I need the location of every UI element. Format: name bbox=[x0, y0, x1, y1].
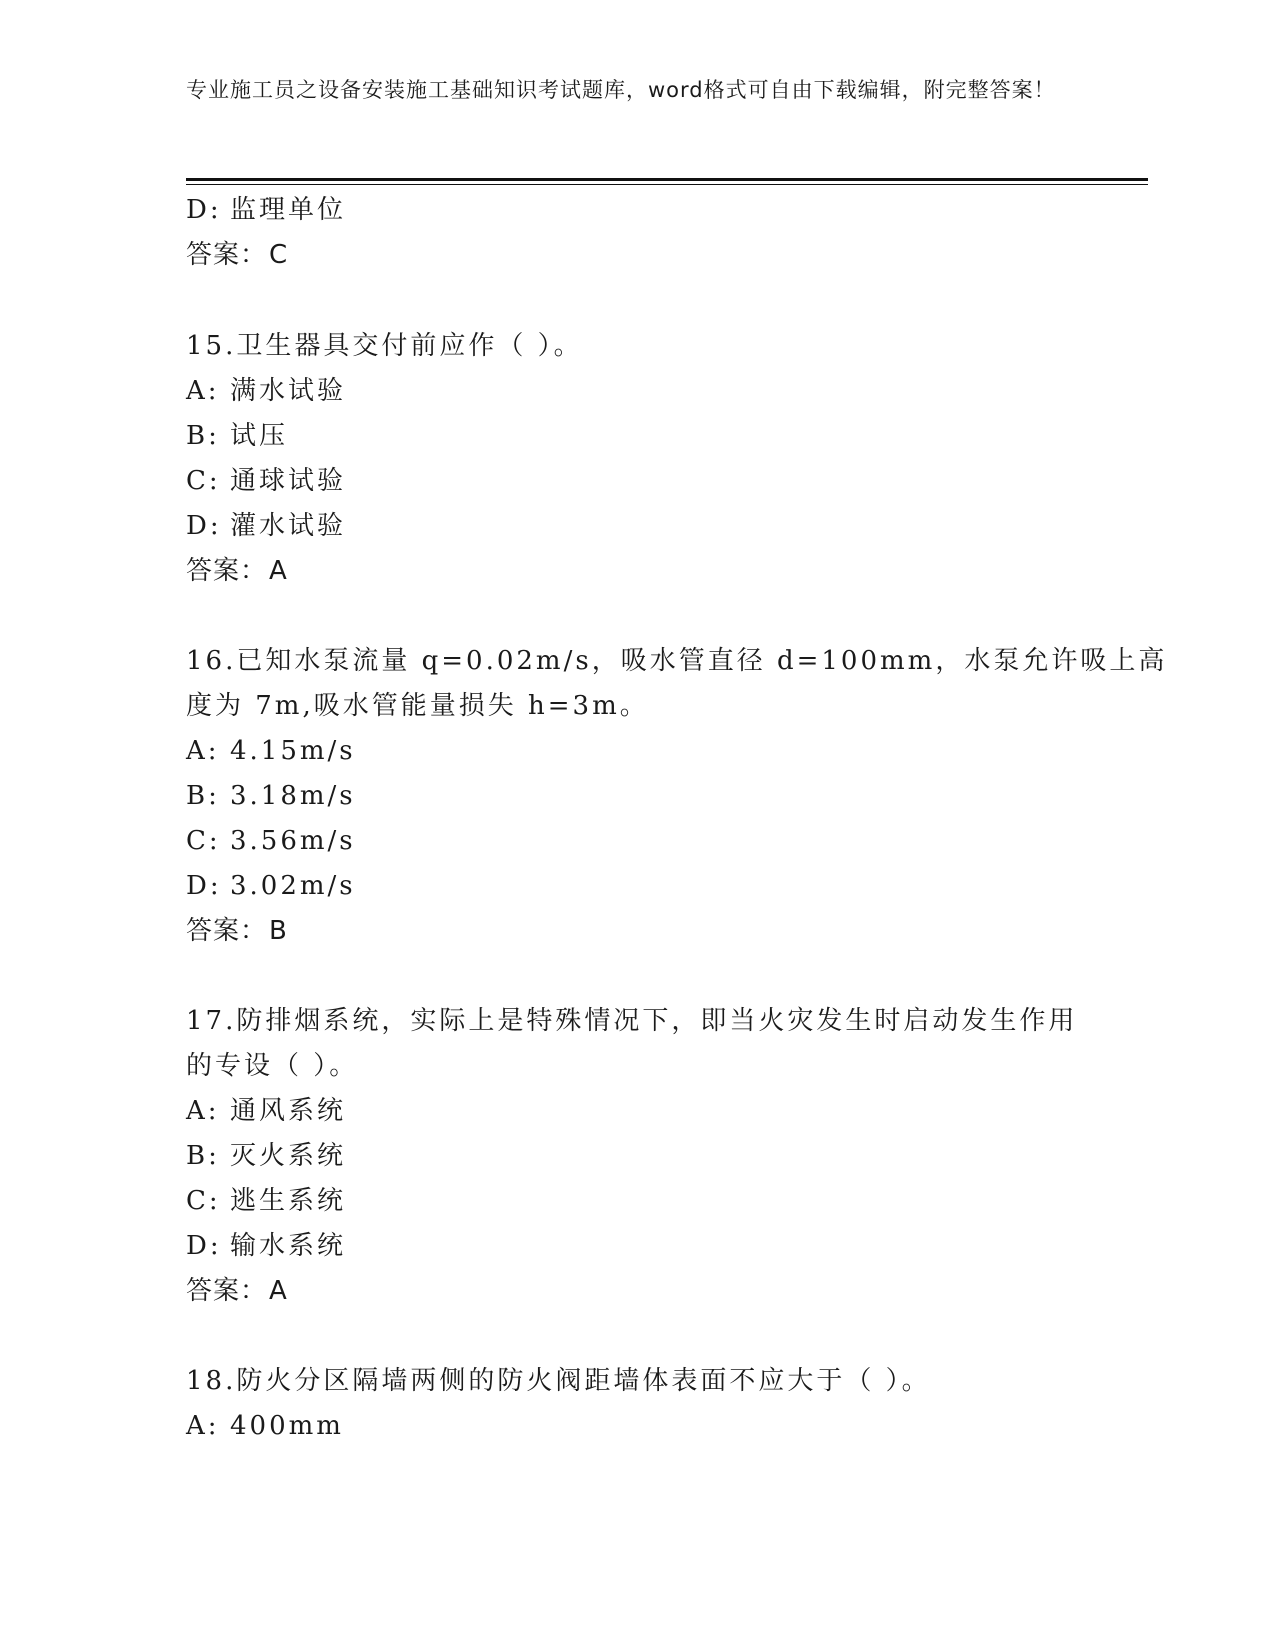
answer-label: 答案： bbox=[186, 556, 268, 586]
option-letter: C: bbox=[186, 466, 221, 496]
answer-value: C bbox=[269, 240, 289, 270]
option-text: 3.02m/s bbox=[230, 871, 356, 901]
option-letter: A: bbox=[186, 376, 220, 406]
q16-stem-line-2: 度为 7m,吸水管能量损失 h=3m。 bbox=[186, 691, 649, 721]
option-text: 逃生系统 bbox=[230, 1186, 347, 1216]
answer-label: 答案： bbox=[186, 916, 268, 946]
option-text: 400mm bbox=[230, 1411, 344, 1441]
option-letter: D: bbox=[186, 511, 222, 541]
option-letter: D: bbox=[186, 195, 222, 225]
prev-answer bbox=[186, 239, 288, 271]
q18-stem-line-1: 18.防火分区隔墙两侧的防火阀距墙体表面不应大于（ ）。 bbox=[186, 1366, 931, 1396]
option-text: 3.56m/s bbox=[230, 826, 356, 856]
q15-stem-line-1: 15.卫生器具交付前应作（ ）。 bbox=[186, 331, 583, 361]
q15-option-c bbox=[186, 465, 346, 497]
q17-option-c bbox=[186, 1185, 346, 1217]
q17-stem-line-2: 的专设（ ）。 bbox=[186, 1051, 359, 1081]
answer-label: 答案： bbox=[186, 240, 268, 270]
answer-value: A bbox=[269, 556, 288, 586]
q15-option-a bbox=[186, 375, 346, 407]
q16-option-a bbox=[186, 735, 356, 767]
header-divider-thin bbox=[186, 184, 1148, 185]
option-letter: D: bbox=[186, 1231, 222, 1261]
header-divider-thick bbox=[186, 178, 1148, 181]
option-letter: D: bbox=[186, 871, 222, 901]
option-letter: C: bbox=[186, 1186, 221, 1216]
q15-option-d bbox=[186, 510, 346, 542]
q16-option-c bbox=[186, 825, 356, 857]
prev-option-d bbox=[186, 194, 346, 226]
option-text: 3.18m/s bbox=[230, 781, 356, 811]
answer-value: A bbox=[269, 1276, 288, 1306]
q16-option-b bbox=[186, 780, 356, 812]
option-letter: A: bbox=[186, 736, 220, 766]
q16-option-d bbox=[186, 870, 356, 902]
option-text: 灌水试验 bbox=[230, 511, 347, 541]
q17-option-a bbox=[186, 1095, 346, 1127]
q18-option-a bbox=[186, 1410, 344, 1442]
option-text: 监理单位 bbox=[230, 195, 347, 225]
q17-answer bbox=[186, 1275, 288, 1307]
option-letter: B: bbox=[186, 1141, 220, 1171]
q16-stem-line-1: 16.已知水泵流量 q=0.02m/s，吸水管直径 d=100mm，水泵允许吸上高 bbox=[186, 646, 1168, 676]
option-letter: A: bbox=[186, 1411, 220, 1441]
q15-answer bbox=[186, 555, 288, 587]
document-header: 专业施工员之设备安装施工基础知识考试题库，word格式可自由下载编辑，附完整答案！ bbox=[186, 78, 1056, 102]
option-letter: B: bbox=[186, 781, 220, 811]
option-letter: A: bbox=[186, 1096, 220, 1126]
q17-stem-line-1: 17.防排烟系统，实际上是特殊情况下，即当火灾发生时启动发生作用 bbox=[186, 1006, 1078, 1036]
option-text: 通风系统 bbox=[230, 1096, 347, 1126]
q17-option-b bbox=[186, 1140, 346, 1172]
option-letter: B: bbox=[186, 421, 220, 451]
q16-answer bbox=[186, 915, 288, 947]
option-text: 试压 bbox=[230, 421, 289, 451]
option-text: 4.15m/s bbox=[230, 736, 356, 766]
q15-option-b bbox=[186, 420, 288, 452]
option-letter: C: bbox=[186, 826, 221, 856]
option-text: 灭火系统 bbox=[230, 1141, 347, 1171]
option-text: 满水试验 bbox=[230, 376, 347, 406]
q17-option-d bbox=[186, 1230, 346, 1262]
option-text: 输水系统 bbox=[230, 1231, 347, 1261]
answer-value: B bbox=[269, 916, 288, 946]
option-text: 通球试验 bbox=[230, 466, 347, 496]
answer-label: 答案： bbox=[186, 1276, 268, 1306]
